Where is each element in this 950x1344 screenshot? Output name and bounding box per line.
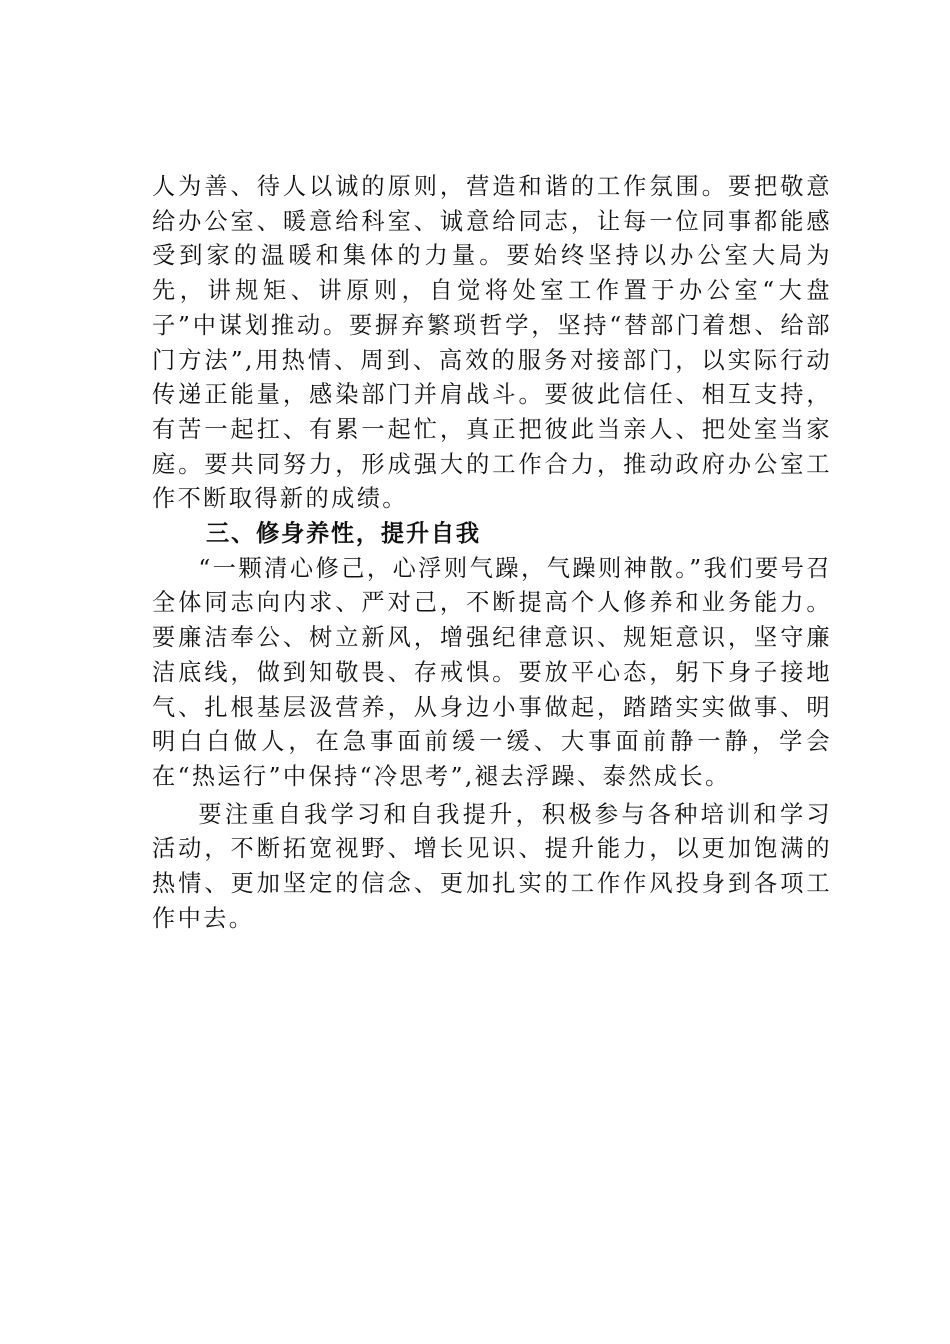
section-heading: 三、修身养性，提升自我 — [206, 520, 481, 548]
paragraph-continued: 人为善、待人以诚的原则，营造和谐的工作氛围。要把敬意给办公室、暖意给科室、诚意给同志，让每一位同事都能感受到家的温暖和集体的力量。要始终坚持以办公室大局为先，讲规矩、讲原则，自觉将处室工作置于办公室“大盘子”中谋划推动。要摒弃繁琐哲学，坚持“替部门着想、给部门方法”,用热情、周到、高效的服务对接部门，以实际行动传递正能量，感染部门并肩战斗。要彼此信任、相互支持，有苦一起扛、有累一起忙，真正把彼此当亲人、把处室当家庭。要共同努力，形成强大的工作合力，推动政府办公室工作不断取得新的成绩。 — [152, 173, 832, 513]
document-body — [152, 170, 832, 936]
paragraph: “一颗清心修己，心浮则气躁，气躁则神散。”我们要号召全体同志向内求、严对己，不断提高个人修养和业务能力。要廉洁奉公、树立新风，增强纪律意识、规矩意识，坚守廉洁底线，做到知敬畏、存戒惧。要放平心态，躬下身子接地气、扎根基层汲营养，从身边小事做起，踏踏实实做事、明明白白做人，在急事面前缓一缓、大事面前静一静，学会在“热运行”中保持“冷思考”,褪去浮躁、泰然成长。 — [152, 554, 832, 790]
paragraph: 要注重自我学习和自我提升，积极参与各种培训和学习活动，不断拓宽视野、增长见识、提升能力，以更加饱满的热情、更加坚定的信念、更加扎实的工作作风投身到各项工作中去。 — [152, 800, 832, 932]
